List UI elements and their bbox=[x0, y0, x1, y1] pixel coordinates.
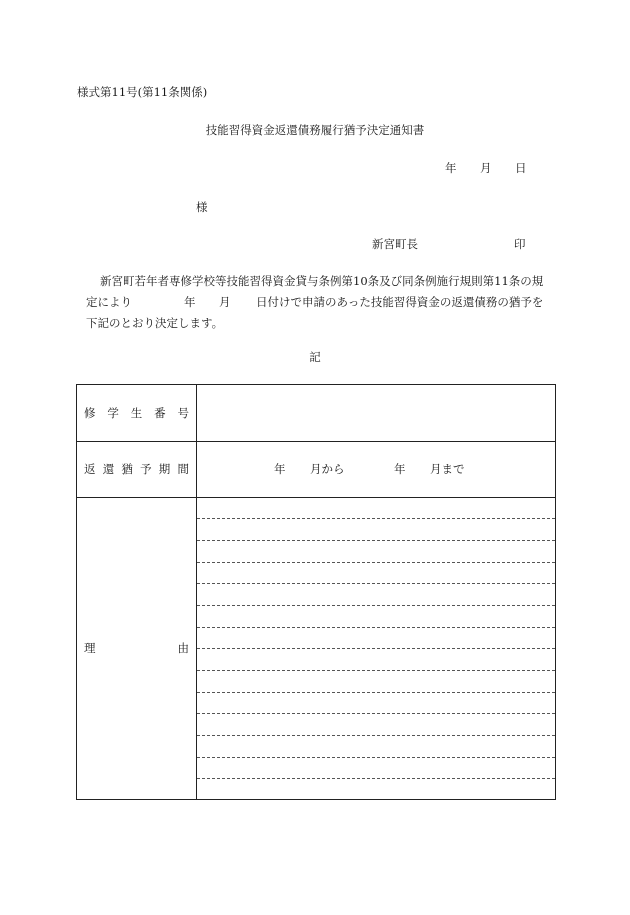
reason-writing-line bbox=[197, 670, 555, 671]
label-char: 由 bbox=[177, 641, 189, 655]
label-char: 理 bbox=[84, 641, 96, 655]
reason-value-cell[interactable] bbox=[197, 497, 555, 799]
reason-writing-line bbox=[197, 648, 555, 649]
reason-label-cell bbox=[77, 497, 197, 799]
label-char: 猶 bbox=[121, 462, 133, 476]
reason-writing-line bbox=[197, 518, 555, 519]
label-char: 還 bbox=[102, 462, 115, 476]
label-char: 期 bbox=[158, 462, 171, 476]
date-year: 年 bbox=[445, 161, 457, 175]
reason-label bbox=[84, 640, 189, 656]
body-line-2-year: 年 bbox=[184, 295, 196, 309]
label-char: 修 bbox=[84, 406, 96, 420]
label-char: 返 bbox=[84, 462, 96, 476]
body-line-3: 下記のとおり決定します。 bbox=[86, 316, 224, 330]
deferment-period-label-cell bbox=[77, 441, 197, 497]
student-number-label-cell bbox=[77, 385, 197, 441]
reason-writing-line bbox=[197, 583, 555, 584]
body-line-2 bbox=[86, 292, 556, 313]
period-from-month: 月から bbox=[310, 462, 345, 476]
deferment-period-label bbox=[84, 461, 189, 477]
label-char: 学 bbox=[107, 406, 119, 420]
reason-writing-line bbox=[197, 562, 555, 563]
period-from-year: 年 bbox=[274, 462, 286, 476]
label-char: 番 bbox=[154, 406, 166, 420]
reason-writing-line bbox=[197, 627, 555, 628]
student-number-label bbox=[84, 405, 189, 421]
body-line-2-suffix: 日付けで申請のあった技能習得資金の返還債務の猶予を bbox=[256, 295, 544, 309]
form-number: 様式第11号(第11条関係) bbox=[77, 85, 208, 99]
date-month: 月 bbox=[480, 161, 492, 175]
label-char: 生 bbox=[130, 406, 143, 420]
body-line-2-month: 月 bbox=[219, 295, 231, 309]
reason-writing-line bbox=[197, 757, 555, 758]
label-char: 間 bbox=[177, 462, 189, 476]
label-char: 号 bbox=[177, 406, 189, 420]
reason-writing-line bbox=[197, 778, 555, 779]
period-to-year: 年 bbox=[394, 462, 406, 476]
note-heading: 記 bbox=[309, 350, 321, 364]
deferment-period-value-cell[interactable] bbox=[197, 441, 555, 497]
reason-writing-line bbox=[197, 735, 555, 736]
seal-mark: 印 bbox=[514, 237, 526, 251]
student-number-value-cell[interactable] bbox=[197, 385, 555, 441]
reason-writing-line bbox=[197, 692, 555, 693]
decision-table bbox=[76, 384, 556, 800]
period-to-month: 月まで bbox=[430, 462, 465, 476]
issuer-name: 新宮町長 bbox=[372, 237, 418, 251]
deferment-period-row bbox=[77, 441, 555, 498]
body-line-1: 新宮町若年者専修学校等技能習得資金貸与条例第10条及び同条例施行規則第11条の規 bbox=[100, 274, 544, 288]
reason-writing-line bbox=[197, 605, 555, 606]
label-char: 予 bbox=[140, 462, 152, 476]
reason-writing-line bbox=[197, 713, 555, 714]
addressee-suffix: 様 bbox=[196, 200, 208, 214]
notice-body bbox=[86, 271, 556, 334]
reason-writing-line bbox=[197, 540, 555, 541]
student-number-row bbox=[77, 385, 555, 442]
reason-row bbox=[77, 497, 555, 799]
body-line-2-prefix: 定により bbox=[86, 295, 132, 309]
document-title: 技能習得資金返還債務履行猶予決定通知書 bbox=[205, 123, 425, 137]
date-day: 日 bbox=[515, 161, 527, 175]
